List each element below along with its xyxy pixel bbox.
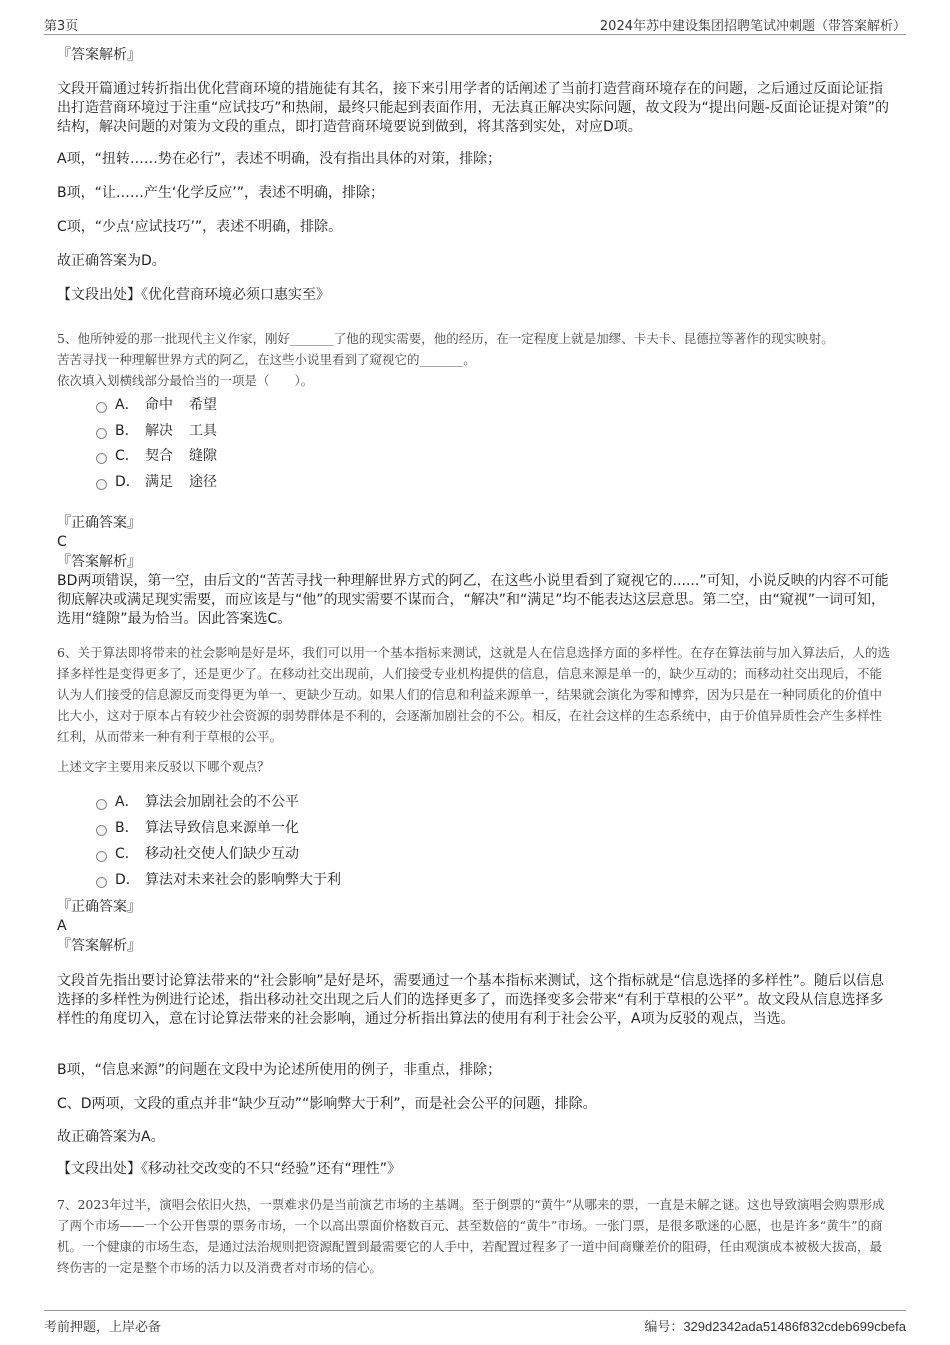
q5-question [57,328,892,391]
page-footer [44,1310,906,1335]
q4-analysis-text: 文段开篇通过转折指出优化营商环境的措施徒有其名，接下来引用学者的话阐述了当前打造营商环境存在的问题，之后通过反面论证指出打造营商环境过于注重“应试技巧”和热闹，最终只能起到表面作用，无法真正解决实际问题，故文段为“提出问题-反面论证提对策”的结构，解决问题的对策为文段的重点，即打造营商环境要说到做到，将其落到实处，对应D项。 [57,81,890,135]
q5-option-a[interactable]: A． 命中 希望 [96,394,217,414]
footer-slogan: 考前押题，上岸必备 [44,1320,162,1335]
q6-option-b[interactable]: B． 算法导致信息来源单一化 [96,817,299,837]
q6-source: 【文段出处】《移动社交改变的不只“经验”还有“理性”》 [57,1161,402,1177]
q4-source: 【文段出处】《优化营商环境必须口惠实至》 [57,287,330,303]
q4-option-b-note: B项，“让……产生‘化学反应’”，表述不明确，排除； [57,185,385,201]
q6-option-c[interactable]: C． 移动社交使人们缺少互动 [96,843,299,863]
q5-option-d[interactable]: D． 满足 途径 [96,471,217,491]
q6-passage: 6、关于算法即将带来的社会影响是好是坏，我们可以用一个基本指标来测试，这就是人在信息选择方面的多样性。在存在算法前与加入算法后，人的选择多样性是变得更多了，还是更少了。在移动社交出现前，人们接受专业机构提供的信息，信息来源是单一的，缺少互动的；而移动社交出现后，不能认为人们接受的信息源反而变得更为单一、更缺少互动。如果人们的信息和利益来源单一，结果就会演化为零和博弈，因为只是在一种同质化的价值中比大小，这对于原本占有较少社会资源的弱势群体是不利的，会逐渐加剧社会的不公。相反，在社会这样的生态系统中，由于价值异质性会产生多样性红利，从而带来一种有利于草根的公平。 [57,645,890,744]
radio-icon[interactable] [96,851,107,862]
q6-conclusion: 故正确答案为A。 [57,1129,165,1145]
q5-line-3: 依次填入划横线部分最恰当的一项是（ ）。 [57,373,314,388]
q5-answer: C [57,534,67,550]
q6-option-d[interactable]: D． 算法对未来社会的影响弊大于利 [96,869,341,889]
radio-icon[interactable] [96,402,107,413]
radio-icon[interactable] [96,428,107,439]
q6-answer: A [57,918,67,934]
q6-option-b-note: B项，“信息来源”的问题在文段中为论述所使用的例子，非重点，排除； [57,1062,502,1078]
q4-option-a-note: A项，“扭转……势在必行”，表述不明确，没有指出具体的对策，排除； [57,151,502,167]
radio-icon[interactable] [96,799,107,810]
radio-icon[interactable] [96,825,107,836]
radio-icon[interactable] [96,877,107,888]
q6-answer-label: 『正确答案』 [57,899,141,915]
q7-passage: 7、2023年过半，演唱会依旧火热，一票难求仍是当前演艺市场的主基调。至于倒票的“黄牛”从哪来的票，一直是未解之谜。这也导致演唱会购票形成了两个市场——一个公开售票的票务市场，一个以高出票面价格数百元、甚至数倍的“黄牛”市场。一张门票，是很多歌迷的心愿，也是许多“黄牛”的商机。一个健康的市场生态，是通过法治规则把资源配置到最需要它的人手中，若配置过程多了一道中间商赚差价的阻碍，任由观演成本被极大拔高，最终伤害的一定是整个市场的活力以及消费者对市场的信心。 [57,1197,885,1275]
radio-icon[interactable] [96,453,107,464]
q6-analysis-label: 『答案解析』 [57,938,141,954]
q6-question: 上述文字主要用来反驳以下哪个观点？ [57,759,270,774]
document-title: 2024年苏中建设集团招聘笔试冲刺题（带答案解析） [599,19,906,34]
q6-option-a[interactable]: A． 算法会加剧社会的不公平 [96,791,299,811]
q4-analysis-label-block [57,46,892,65]
q4-analysis-block [57,80,892,137]
q5-line-2: 苦苦寻找一种理解世界方式的阿乙，在这些小说里看到了窥视它的_______。 [57,352,476,367]
document-code: 编号：329d2342ada51486f832cdeb699cbefa [644,1319,906,1335]
page-number: 第3页 [44,19,79,34]
page-header [44,12,906,35]
q4-analysis-label: 『答案解析』 [57,47,141,63]
q6-analysis: 文段首先指出要讨论算法带来的“社会影响”是好是坏，需要通过一个基本指标来测试，这个指标就是“信息选择的多样性”。随后以信息选择的多样性为例进行论述，指出移动社交出现之后人们的选择更多了，而选择变多会带来“有利于草根的公平”。故文段从信息选择多样性的角度切入，意在讨论算法带来的社会影响，通过分析指出算法的使用有利于社会公平，A项为反驳的观点，当选。 [57,973,885,1027]
q4-conclusion: 故正确答案为D。 [57,253,166,269]
q5-line-1: 5、他所钟爱的那一批现代主义作家，刚好_______了他的现实需要，他的经历，在一定程度上就是加缪、卡夫卡、昆德拉等著作的现实映射。 [57,331,834,346]
radio-icon[interactable] [96,479,107,490]
q5-answer-label: 『正确答案』 [57,515,141,531]
q4-option-c-note: C项，“少点‘应试技巧’”，表述不明确，排除。 [57,219,343,235]
q5-analysis-label: 『答案解析』 [57,554,141,570]
q5-analysis: BD两项错误，第一空，由后文的“苦苦寻找一种理解世界方式的阿乙，在这些小说里看到了窥视它的......”可知，小说反映的内容不可能彻底解决或满足现实需要，而应该是与“他”的现实需要不谋而合，“解决”和“满足”均不能表达这层意思。第二空，由“窥视”一词可知，选用“缝隙”最为恰当。因此答案选C。 [57,573,889,627]
q5-option-b[interactable]: B． 解决 工具 [96,420,217,440]
q5-option-c[interactable]: C． 契合 缝隙 [96,445,217,465]
q6-option-cd-note: C、D两项，文段的重点并非“缺少互动”“影响弊大于利”，而是社会公平的问题，排除。 [57,1096,597,1112]
